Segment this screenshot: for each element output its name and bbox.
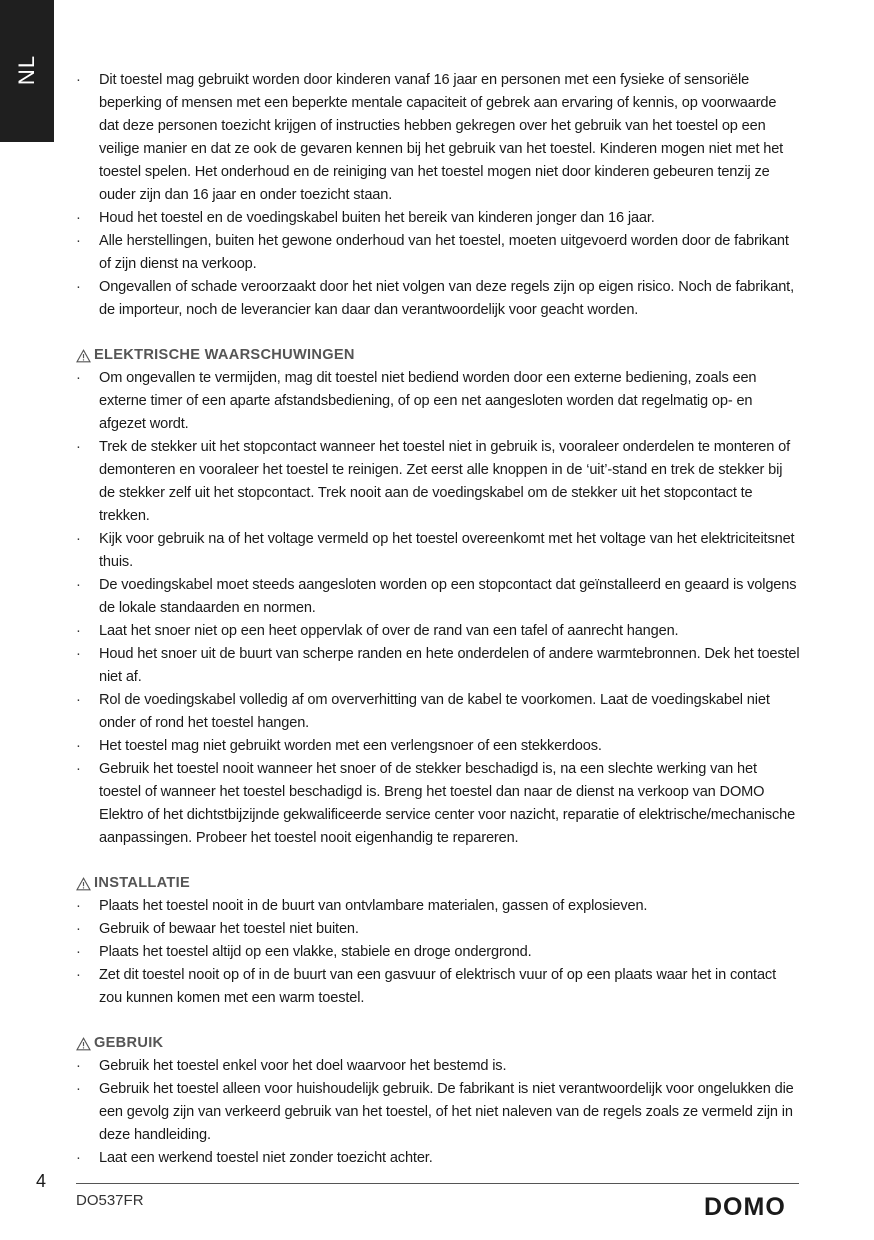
list-item: · Houd het snoer uit de buurt van scherpe randen en hete onderdelen of andere warmtebronnen. Dek het toestel niet af. [76,643,800,689]
usage-list [76,1055,800,1170]
language-label: NL [14,54,39,86]
model-number: DO537FR [76,1192,144,1209]
warning-triangle-icon [76,349,91,363]
electrical-warnings-list [76,367,800,850]
list-item: · Om ongevallen te vermijden, mag dit toestel niet bediend worden door een externe bediening, zoals een externe timer of een aparte afstandsbediening, of op een net aangesloten worden dat regelmatig op- en afgezet wordt. [76,367,800,436]
warning-triangle-icon [76,1037,91,1051]
page-number: 4 [36,1171,47,1191]
list-item: · Gebruik of bewaar het toestel niet buiten. [76,918,800,941]
list-item: · Laat het snoer niet op een heet oppervlak of over de rand van een tafel of aanrecht hangen. [76,620,800,643]
list-item: · Trek de stekker uit het stopcontact wanneer het toestel niet in gebruik is, vooraleer onderdelen te monteren of demonteren en vooraleer het toestel te reinigen. Zet eerst alle knoppen in de ‘uit’-stand en trek de stekker bij de stekker zelf uit het stopcontact. Trek nooit aan de voedingskabel om de stekker uit het stopcontact te trekken. [76,436,800,528]
section-usage [76,1032,800,1170]
list-item: · Gebruik het toestel nooit wanneer het snoer of de stekker beschadigd is, na een slechte werking van het toestel of wanneer het toestel beschadigd is. Breng het toestel dan naar de dienst na verkoop van DOMO Elektro of het dichtstbijzijnde gekwalificeerde service center voor nazicht, reparatie of elektrische/mechanische aanpassingen. Probeer het toestel nooit eigenhandig te repareren. [76,758,800,850]
installation-list [76,895,800,1010]
intro-list [76,69,800,322]
list-item: · Rol de voedingskabel volledig af om oververhitting van de kabel te voorkomen. Laat de voedingskabel niet onder of rond het toestel hangen. [76,689,800,735]
list-item: · Laat een werkend toestel niet zonder toezicht achter. [76,1147,800,1170]
list-item: · Dit toestel mag gebruikt worden door kinderen vanaf 16 jaar en personen met een fysieke of sensoriële beperking of mensen met een beperkte mentale capaciteit of gebrek aan ervaring of kennis, op voorwaarde dat deze personen toezicht krijgen of instructies hebben gekregen over het gebruik van het toestel op een veilige manier en dat ze ook de gevaren kennen bij het gebruik van het toestel. Kinderen mogen niet met het toestel spelen. Het onderhoud en de reiniging van het toestel mogen niet door kinderen gebeuren tenzij ze ouder zijn dan 16 jaar en onder toezicht staan. [76,69,800,207]
list-item: · Kijk voor gebruik na of het voltage vermeld op het toestel overeenkomt met het voltage van het elektriciteitsnet thuis. [76,528,800,574]
section-title: INSTALLATIE [94,875,190,891]
section-installation [76,872,800,1010]
section-heading [76,1032,800,1055]
section-heading [76,344,800,367]
page-content [76,69,800,1170]
footer-divider [76,1183,799,1184]
list-item: · De voedingskabel moet steeds aangesloten worden op een stopcontact dat geïnstalleerd en geaard is volgens de lokale standaarden en normen. [76,574,800,620]
brand-logo: DOMO [704,1193,786,1221]
list-item: · Houd het toestel en de voedingskabel buiten het bereik van kinderen jonger dan 16 jaar. [76,207,800,230]
list-item: · Zet dit toestel nooit op of in de buurt van een gasvuur of elektrisch vuur of op een plaats waar het in contact zou kunnen komen met een warm toestel. [76,964,800,1010]
language-tab [0,0,54,142]
section-title: ELEKTRISCHE WAARSCHUWINGEN [94,347,355,363]
section-heading [76,872,800,895]
list-item: · Alle herstellingen, buiten het gewone onderhoud van het toestel, moeten uitgevoerd worden door de fabrikant of zijn dienst na verkoop. [76,230,800,276]
section-electrical-warnings [76,344,800,850]
list-item: · Plaats het toestel nooit in de buurt van ontvlambare materialen, gassen of explosieven. [76,895,800,918]
list-item: · Gebruik het toestel enkel voor het doel waarvoor het bestemd is. [76,1055,800,1078]
list-item: · Plaats het toestel altijd op een vlakke, stabiele en droge ondergrond. [76,941,800,964]
list-item: · Gebruik het toestel alleen voor huishoudelijk gebruik. De fabrikant is niet verantwoordelijk voor ongelukken die een gevolg zijn van verkeerd gebruik van het toestel, of het niet naleven van de regels zoals ze vermeld zijn in deze handleiding. [76,1078,800,1147]
section-title: GEBRUIK [94,1035,164,1051]
list-item: · Ongevallen of schade veroorzaakt door het niet volgen van deze regels zijn op eigen risico. Noch de fabrikant, de importeur, noch de leverancier kan daar dan verantwoordelijk voor geacht worden. [76,276,800,322]
warning-triangle-icon [76,877,91,891]
list-item: · Het toestel mag niet gebruikt worden met een verlengsnoer of een stekkerdoos. [76,735,800,758]
